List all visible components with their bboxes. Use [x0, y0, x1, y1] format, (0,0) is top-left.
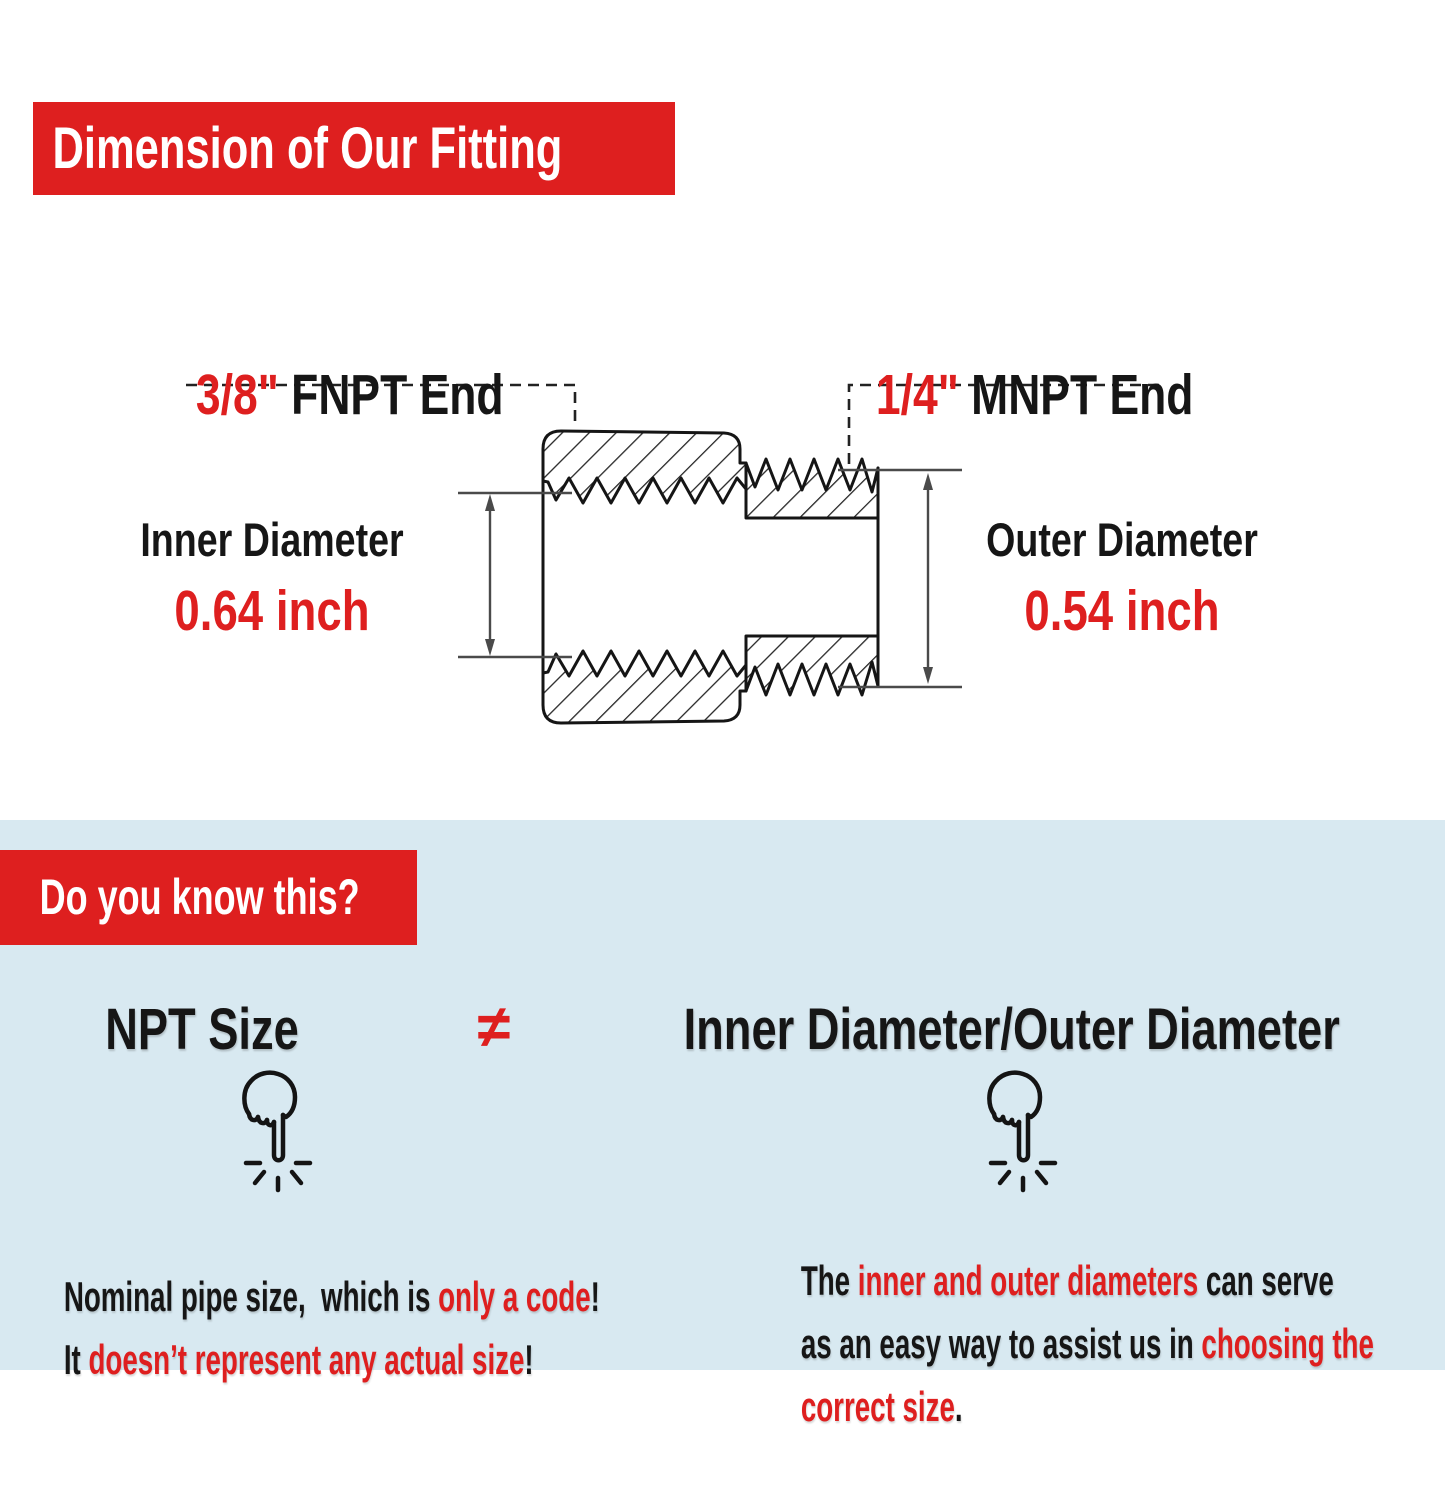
- female-top-wall: [543, 431, 746, 503]
- diameters-heading: Inner Diameter/Outer Diameter: [683, 997, 1340, 1062]
- inner-diameter-value: 0.64 inch: [174, 579, 370, 643]
- female-bottom-wall: [543, 651, 746, 723]
- note-text-highlight: choosing the: [1201, 1320, 1374, 1367]
- do-you-know-banner: [0, 850, 417, 945]
- note-text: The: [800, 1257, 858, 1304]
- note-text: as an easy way to assist us in: [800, 1320, 1202, 1367]
- outer-diameter-value: 0.54 inch: [1024, 579, 1220, 643]
- dimension-banner-title: Dimension of Our Fitting: [52, 116, 563, 181]
- pointing-hand-icon: [212, 1060, 332, 1195]
- note-text-highlight: doesn’t represent any actual size: [88, 1336, 525, 1383]
- tap-sparkle-lines-icon: [246, 1163, 310, 1190]
- note-text-highlight: only a code: [438, 1273, 591, 1320]
- npt-size-heading: NPT Size: [105, 997, 299, 1062]
- mnpt-end-text: MNPT End: [958, 363, 1194, 427]
- inner-diameter-dimension: [458, 493, 572, 657]
- outer-diameter-label: Outer Diameter: [986, 513, 1258, 566]
- not-equal-symbol: ≠: [477, 993, 511, 1060]
- note-text: Nominal pipe size, which is: [63, 1273, 439, 1320]
- note-text: can serve: [1198, 1257, 1334, 1304]
- mnpt-end-label: [851, 296, 1194, 428]
- note-text: .: [954, 1383, 963, 1430]
- male-top-wall: [746, 459, 878, 518]
- inner-diameter-label: Inner Diameter: [140, 513, 404, 566]
- mnpt-size-text: 1/4": [875, 363, 959, 427]
- fnpt-end-text: FNPT End: [278, 363, 504, 427]
- note-line: [33, 1202, 693, 1320]
- note-text: !: [590, 1273, 600, 1320]
- note-text: !: [524, 1336, 534, 1383]
- note-text-highlight: inner and outer diameters: [857, 1257, 1199, 1304]
- note-text-highlight: correct size: [800, 1383, 955, 1430]
- diameters-note: [770, 1186, 1445, 1430]
- note-text: It: [63, 1336, 89, 1383]
- fnpt-size-text: 3/8": [195, 363, 279, 427]
- pointing-hand-icon: [957, 1060, 1077, 1195]
- fnpt-end-label: [171, 296, 504, 428]
- npt-size-note: [33, 1202, 693, 1383]
- note-line: [770, 1186, 1445, 1304]
- do-you-know-title: Do you know this?: [39, 869, 360, 925]
